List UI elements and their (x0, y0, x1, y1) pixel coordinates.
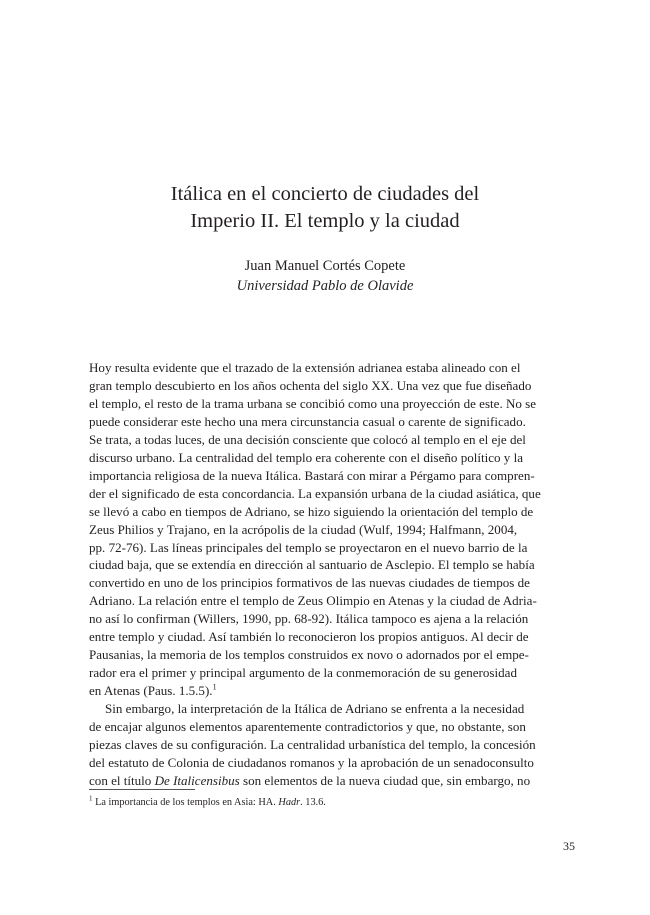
italic-title: De Italicensibus (154, 772, 240, 788)
body-line: Hoy resulta evidente que el trazado de la extensión adrianea estaba alineado con el (89, 360, 521, 375)
body-line-last (89, 682, 561, 700)
footnote-ref[interactable]: 1 (212, 682, 217, 692)
body-line: del estatuto de Colonia de ciudadanos romanos y la aprobación de un senadoconsulto (89, 754, 534, 770)
body-line: no así lo confirman (Willers, 1990, pp. 68-92). Itálica tampoco es ajena a la relación (89, 611, 529, 627)
body-line: convertido en uno de los principios formativos de las nuevas ciudades de tiempos de (89, 575, 530, 591)
body-line: puede considerar este hecho una mera circunstancia casual o carente de significado. (89, 413, 526, 429)
body-text-span: con el título (89, 772, 155, 788)
body-line: se llevó a cabo en tiempos de Adriano, se hizo siguiendo la orientación del templo de (89, 503, 534, 519)
author-name: Juan Manuel Cortés Copete (244, 258, 406, 274)
title-line-2: Imperio II. El templo y la ciudad (190, 210, 460, 232)
footnote (89, 796, 561, 810)
body-line: piezas claves de su configuración. La centralidad urbanística del templo, la concesión (89, 737, 536, 753)
body-text-span: en Atenas (Paus. 1.5.5). (89, 683, 213, 699)
footnote-number: 1 (89, 794, 93, 803)
body-line: Se trata, a todas luces, de una decisión consciente que colocó al templo en el eje del (89, 431, 526, 447)
author-affiliation: Universidad Pablo de Olavide (236, 278, 414, 294)
footnote-separator (89, 789, 195, 790)
body-line: de encajar algunos elementos aparentemente contradictorios y que, no obstante, son (89, 719, 526, 735)
body-line: Adriano. La relación entre el templo de Zeus Olimpio en Atenas y la ciudad de Adria- (89, 593, 537, 609)
body-line: Sin embargo, la interpretación de la Itálica de Adriano se enfrenta a la necesidad (105, 701, 525, 717)
body-line: Pausanias, la memoria de los templos construidos ex novo o adornados por el empe- (89, 647, 529, 663)
body-line: importancia religiosa de la nueva Itálica. Bastará con mirar a Pérgamo para compren- (89, 467, 535, 483)
footnote-text-end: . 13.6. (300, 797, 326, 808)
body-line: der el significado de esta concordancia. La expansión urbana de la ciudad asiática, que (89, 485, 541, 501)
article-title (60, 181, 590, 235)
body-line: rador era el primer y principal argumento de la conmemoración de su generosidad (89, 665, 517, 681)
body-line: pp. 72-76). Las líneas principales del templo se proyectaron en el nuevo barrio de la (89, 539, 528, 555)
body-line: entre templo y ciudad. Así también lo reconocieron los propios antiguos. Al decir de (89, 629, 529, 645)
body-line: el templo, el resto de la trama urbana se concibió como una proyección de este. No se (89, 395, 537, 411)
body-line: ciudad baja, que se extendía en dirección al santuario de Asclepio. El templo se había (89, 557, 535, 573)
page-number: 35 (563, 839, 575, 853)
title-line-1: Itálica en el concierto de ciudades del (170, 183, 480, 205)
body-line: discurso urbano. La centralidad del templo era coherente con el diseño político y la (89, 449, 524, 465)
body-text-span: son elementos de la nueva ciudad que, sin embargo, no (239, 772, 531, 788)
footnote-text: La importancia de los templos en Asia: HA. (92, 797, 279, 808)
body-line: Zeus Philios y Trajano, en la acrópolis de la ciudad (Wulf, 1994; Halfmann, 2004, (89, 521, 518, 537)
author-block (60, 256, 590, 296)
body-line: gran templo descubierto en los años ochenta del siglo XX. Una vez que fue diseñado (89, 377, 532, 393)
footnote-italic: Hadr (278, 797, 301, 808)
body-line-last (89, 772, 561, 790)
body-text (89, 359, 561, 790)
paragraph-2 (89, 700, 561, 790)
paragraph-1 (89, 359, 561, 700)
